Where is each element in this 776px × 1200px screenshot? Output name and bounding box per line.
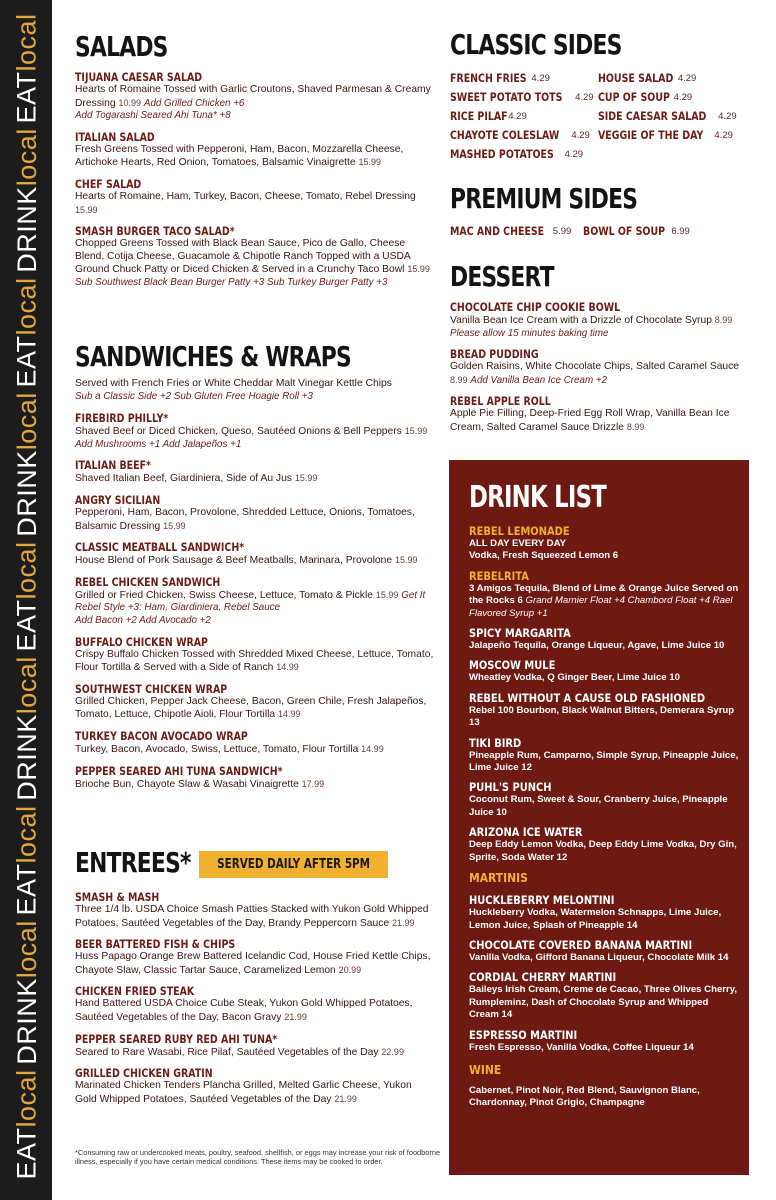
salad-desc [75, 144, 435, 170]
entree-desc-text: Huss Papago Orange Brew Battered Icelandic Cod, House Fried Kettle Chips, Chayote Slaw, Classic Tartar Sauce, Caramelized Lemon [75, 951, 431, 976]
dessert-price: 8.99 [450, 374, 468, 385]
drink-desc-text: Deep Eddy Lemon Vodka, Deep Eddy Lime Vodka, Dry Gin, Sprite, Soda Water [469, 839, 737, 863]
salad-price: 15.99 [75, 204, 98, 215]
sandwich-desc [75, 743, 435, 757]
entree-desc-text: Hand Battered USDA Choice Cube Steak, Yukon Gold Whipped Potatoes, Sautéed Vegetables of the Day, Bacon Gravy [75, 998, 413, 1023]
classic-side-item [450, 108, 598, 124]
drink-price: 10 [493, 806, 507, 818]
sidebar-local: local [11, 655, 42, 714]
salad-desc [75, 84, 435, 123]
premium-side-name: MAC AND CHEESE [450, 224, 545, 238]
dessert-name: CHOCOLATE CHIP COOKIE BOWL [450, 300, 621, 314]
salad-item [75, 224, 435, 289]
sidebar-slogan [4, 520, 50, 672]
drink-desc-text: Coconut Rum, Sweet & Sour, Cranberry Juice, Pineapple Juice [469, 794, 728, 818]
sandwich-desc [75, 649, 435, 675]
martini-price: 14 [680, 1041, 694, 1053]
drink-desc [469, 750, 739, 775]
dessert-list [450, 300, 742, 435]
martini-price: 14 [624, 919, 638, 931]
sandwich-desc [75, 425, 435, 451]
entree-name: SMASH & MASH [75, 890, 160, 904]
salad-item [75, 177, 435, 217]
classic-side-name: HOUSE SALAD [598, 71, 674, 85]
drink-price: 10 [666, 672, 680, 684]
salad-name: CHEF SALAD [75, 176, 142, 191]
sandwich-name: REBEL CHICKEN SANDWICH [75, 574, 221, 589]
sandwich-note: Add Bacon +2 Add Avocado +2 [75, 614, 211, 626]
salad-name: TIJUANA CAESAR SALAD [75, 70, 203, 84]
sandwiches-heading: SANDWICHES & WRAPS [75, 340, 351, 373]
sidebar-slogan-text [12, 541, 43, 651]
sandwiches-section [75, 340, 435, 798]
sandwich-desc-text: Shaved Italian Beef, Giardiniera, Side of Au Jus [75, 473, 295, 485]
drink-price: 10 [711, 640, 725, 652]
classic-sides-heading: CLASSIC SIDES [450, 28, 622, 61]
classic-side-price: 4.29 [564, 148, 584, 160]
sandwich-price: 15.99 [404, 426, 428, 437]
sandwich-desc-text: Brioche Bun, Chayote Slaw & Wasabi Vinaigrette [75, 778, 302, 790]
sidebar-word: EAT [11, 335, 42, 388]
sidebar-slogan [4, 0, 50, 144]
drink-item [469, 780, 739, 819]
sandwich-desc-text: Grilled Chicken, Pepper Jack Cheese, Bacon, Green Chile, Fresh Jalapeños, Tomato, Lettuce, Chipotle Aioli, Flour Tortilla [75, 695, 427, 721]
salads-list [75, 70, 435, 290]
sandwich-item [75, 635, 435, 675]
salads-heading: SALADS [75, 30, 168, 63]
salad-desc-text: Fresh Greens Tossed with Pepperoni, Ham, Bacon, Mozzarella Cheese, Artichoke Hearts, Red Onion, Tomatoes, Balsamic Vinaigrette [75, 143, 404, 169]
entree-desc [75, 998, 435, 1024]
entree-item [75, 937, 435, 977]
entree-desc-text: Marinated Chicken Tenders Plancha Grilled, Melted Garlic Cheese, Yukon Gold Whipped Potatoes, Sautéed Vegetables of the Day [75, 1080, 412, 1105]
dessert-item [450, 300, 742, 340]
sandwich-desc-text: Pepperoni, Ham, Bacon, Provolone, Shredded Lettuce, Onions, Tomatoes, Balsamic Dressing [75, 506, 415, 532]
drink-name: ARIZONA ICE WATER [469, 825, 583, 840]
sidebar-slogan-text [12, 128, 43, 273]
martini-desc-text: Baileys Irish Cream, Creme de Cacao, Three Olives Cherry, Rumpleminz, Dash of Chocolate Syrup and Whipped Cream [469, 984, 738, 1021]
sidebar-slogan-text [12, 920, 43, 1065]
entrees-heading: ENTREES* [75, 846, 191, 879]
salad-desc [75, 191, 435, 217]
martini-name: CORDIAL CHERRY MARTINI [469, 970, 617, 985]
drink-item [469, 691, 739, 730]
martini-desc [469, 984, 739, 1021]
sandwich-name: SOUTHWEST CHICKEN WRAP [75, 681, 228, 696]
sidebar-local: local [11, 276, 42, 336]
sidebar-local: local [11, 804, 42, 864]
sidebar-local: local [11, 12, 42, 72]
sidebar-word: EAT [11, 863, 42, 916]
drink-desc [469, 640, 739, 652]
dessert-name: BREAD PUDDING [450, 347, 539, 362]
martini-desc-text: Vanilla Vodka, Gifford Banana Liqueur, Chocolate Milk [469, 951, 716, 963]
drink-price: 12 [553, 851, 568, 863]
sandwich-price: 14.99 [278, 709, 301, 720]
drink-desc-text: Pineapple Rum, Camparno, Simple Syrup, Pineapple Juice, Lime Juice [469, 749, 739, 774]
entrees-list [75, 890, 435, 1106]
drink-name: SPICY MARGARITA [469, 626, 571, 641]
drink-name: TIKI BIRD [469, 735, 522, 750]
entree-desc [75, 904, 435, 930]
classic-side-name: CUP OF SOUP [598, 90, 670, 104]
dessert-desc [450, 314, 742, 340]
sidebar-slogan-text [12, 13, 43, 123]
drink-list-panel [449, 460, 749, 1175]
martini-price: 14 [498, 1009, 513, 1021]
sandwich-price: 14.99 [361, 743, 384, 754]
drink-item [469, 524, 739, 563]
sidebar-slogan [4, 784, 50, 936]
classic-side-name: VEGGIE OF THE DAY [598, 128, 704, 142]
sandwich-item [75, 458, 435, 486]
premium-sides-list [450, 223, 750, 239]
raw-food-disclaimer: *Consuming raw or undercooked meats, poultry, seafood, shellfish, or eggs may increase your risk of foodborne illness, especially if you have certain medical conditions. These items may be cooked to order. [75, 1148, 441, 1167]
left-column [75, 30, 435, 297]
classic-side-name: FRENCH FRIES [450, 71, 527, 85]
salad-desc-text: Chopped Greens Tossed with Black Bean Sauce, Pico de Gallo, Cheese Blend, Cotija Cheese, Guacamole & Chipotle Ranch Topped with a USDA Ground Chuck Patty or Diced Chicken & Served in a Crunchy Taco Bowl [75, 238, 411, 276]
drink-item [469, 626, 739, 652]
sandwich-note: Add Mushrooms +1 Add Jalapeños +1 [75, 438, 242, 450]
premium-side-item [450, 223, 571, 239]
dessert-price: 8.99 [714, 315, 733, 325]
entree-price: 21.99 [284, 1011, 307, 1022]
martini-name: HUCKLEBERRY MELONTINI [469, 893, 615, 908]
entree-item [75, 1032, 435, 1060]
sandwich-item [75, 764, 435, 792]
sidebar-slogan [4, 124, 50, 276]
sandwich-name: PEPPER SEARED AHI TUNA SANDWICH* [75, 763, 283, 778]
drink-desc [469, 583, 739, 620]
martini-item [469, 938, 739, 964]
dessert-section [450, 260, 742, 442]
drink-desc-text: Jalapeño Tequila, Orange Liqueur, Agave, Lime Juice [469, 640, 712, 652]
sandwich-desc [75, 696, 435, 722]
drink-list-inner [449, 460, 739, 1110]
sidebar-slogan-text [12, 656, 43, 801]
entree-name: BEER BATTERED FISH & CHIPS [75, 937, 236, 952]
entree-desc [75, 1080, 435, 1106]
classic-side-price: 4.29 [508, 110, 527, 122]
drink-item [469, 569, 739, 620]
sidebar-word: DRINK [11, 977, 42, 1065]
entree-item [75, 890, 435, 930]
entree-desc-text: Three 1/4 lb. USDA Choice Smash Patties Stacked with Yukon Gold Whipped Potatoes, Sautéed Vegetables of the Day, Brandy Peppercorn Sauce [75, 904, 429, 929]
sidebar-word: DRINK [11, 713, 42, 801]
classic-side-item [598, 127, 748, 143]
classic-side-price: 4.29 [575, 91, 594, 103]
sandwich-price: 15.99 [294, 473, 318, 484]
dessert-desc-text: Golden Raisins, White Chocolate Chips, Salted Caramel Sauce [450, 361, 740, 373]
classic-side-price: 4.29 [531, 72, 550, 84]
classic-side-name: SIDE CAESAR SALAD [598, 109, 707, 123]
classic-sides-section [450, 28, 750, 162]
premium-side-name: BOWL OF SOUP [583, 224, 666, 238]
dessert-note: Please allow 15 minutes baking time [450, 327, 609, 339]
drink-desc-text: Vodka, Fresh Squeezed Lemon [469, 550, 611, 562]
sidebar-local: local [11, 540, 42, 600]
dessert-desc-text: Vanilla Bean Ice Cream with a Drizzle of Chocolate Syrup [450, 315, 715, 326]
drink-item [469, 658, 739, 684]
dessert-item [450, 394, 742, 434]
salad-name: ITALIAN SALAD [75, 129, 155, 144]
premium-side-item [583, 223, 690, 239]
classic-side-item [598, 89, 748, 105]
sandwich-desc-text: Shaved Beef or Diced Chicken, Queso, Sautéed Onions & Bell Peppers [75, 426, 405, 438]
sandwich-desc [75, 554, 435, 568]
sidebar-slogan [4, 916, 50, 1068]
salad-desc-text: Hearts of Romaine, Ham, Turkey, Bacon, Cheese, Tomato, Rebel Dressing [75, 190, 416, 202]
dessert-desc [450, 361, 742, 387]
dessert-desc-text: Apple Pie Filling, Deep-Fried Egg Roll Wrap, Vanilla Bean Ice Cream, Salted Caramel Sauce Drizzle [450, 408, 730, 433]
drink-name: REBELRITA [469, 568, 529, 583]
drink-desc-text: ALL DAY EVERY DAY [469, 538, 567, 549]
salad-desc [75, 238, 435, 289]
entree-name: CHICKEN FRIED STEAK [75, 984, 195, 999]
martini-desc [469, 952, 739, 964]
dessert-item [450, 347, 742, 387]
classic-side-price: 4.29 [571, 129, 590, 141]
dessert-note: Add Vanilla Bean Ice Cream +2 [470, 374, 608, 386]
sandwich-name: CLASSIC MEATBALL SANDWICH* [75, 540, 245, 555]
sandwiches-intro [75, 378, 435, 403]
classic-side-item [450, 127, 598, 143]
sandwich-price: 14.99 [276, 662, 299, 673]
classic-side-name: MASHED POTATOES [450, 147, 554, 161]
sandwich-note: Get It Rebel Style +3: Ham, Giardiniera, Rebel Sauce [75, 589, 426, 614]
classic-side-item [450, 70, 598, 86]
sandwich-name: FIREBIRD PHILLY* [75, 411, 169, 426]
served-daily-badge [199, 851, 388, 878]
sidebar-slogan [4, 388, 50, 540]
martini-item [469, 970, 739, 1021]
entree-name: PEPPER SEARED RUBY RED AHI TUNA* [75, 1031, 278, 1046]
drink-desc [469, 839, 739, 864]
martini-name: CHOCOLATE COVERED BANANA MARTINI [469, 937, 693, 952]
salad-price: 10.99 [118, 97, 142, 108]
classic-sides-list [450, 70, 750, 162]
sidebar-word: EAT [11, 599, 42, 652]
sandwich-name: TURKEY BACON AVOCADO WRAP [75, 728, 248, 743]
entrees-heading-wrap [75, 846, 195, 880]
sandwich-desc [75, 589, 435, 628]
sandwich-name: ITALIAN BEEF* [75, 458, 151, 473]
sidebar-local: local [11, 127, 42, 186]
drink-name: MOSCOW MULE [469, 658, 556, 673]
dessert-heading: DESSERT [450, 260, 554, 293]
entree-price: 21.99 [391, 917, 415, 928]
sandwich-item [75, 411, 435, 451]
sandwich-desc-text: House Blend of Pork Sausage & Beef Meatballs, Marinara, Provolone [75, 555, 395, 567]
entree-item [75, 1066, 435, 1106]
martini-item [469, 893, 739, 932]
sandwiches-list [75, 411, 435, 791]
sidebar-word: EAT [11, 1127, 42, 1180]
drink-desc-text: Rebel 100 Bourbon, Black Walnut Bitters, Demerara Syrup [469, 704, 735, 716]
martini-desc [469, 1042, 739, 1054]
sandwich-desc [75, 472, 435, 486]
martini-name: ESPRESSO MARTINI [469, 1027, 578, 1042]
sandwich-item [75, 575, 435, 628]
dessert-price: 8.99 [626, 421, 645, 432]
classic-side-item [450, 89, 598, 105]
sandwiches-intro-note: Sub a Classic Side +2 Sub Gluten Free Hoagie Roll +3 [75, 390, 313, 402]
premium-sides-heading: PREMIUM SIDES [450, 182, 638, 215]
salad-note: Add Togarashi Seared Ahi Tuna* +8 [75, 110, 231, 122]
classic-side-item [598, 108, 748, 124]
dessert-desc [450, 408, 742, 434]
martinis-heading: MARTINIS [469, 870, 528, 886]
served-daily-badge-text: SERVED DAILY AFTER 5PM [217, 857, 370, 872]
sandwich-desc-text: Turkey, Bacon, Avocado, Swiss, Lettuce, Tomato, Flour Tortilla [75, 743, 362, 755]
sandwich-desc-text: Grilled or Fried Chicken, Swiss Cheese, Lettuce, Tomato & Pickle [75, 589, 376, 601]
martini-desc [469, 907, 739, 932]
dessert-name: REBEL APPLE ROLL [450, 394, 551, 409]
entree-price: 22.99 [381, 1046, 404, 1057]
sandwich-price: 17.99 [301, 778, 325, 789]
wine-heading: WINE [469, 1061, 502, 1077]
sandwich-desc-text: Crispy Buffalo Chicken Tossed with Shredded Mixed Cheese, Lettuce, Tomato, Flour Tortilla & Served with a Side of Ranch [75, 648, 434, 674]
salad-name: SMASH BURGER TACO SALAD* [75, 224, 235, 239]
classic-side-item [598, 70, 748, 86]
sidebar-local: local [11, 919, 42, 978]
drink-price: 6 [610, 550, 619, 562]
drink-desc [469, 794, 739, 819]
drink-desc-text: 3 Amigos Tequila, Blend of Lime & Orange Juice Served on the Rocks [469, 582, 739, 607]
drink-price: 12 [518, 762, 532, 774]
martini-desc-text: Fresh Espresso, Vanilla Vodka, Coffee Liqueur [469, 1041, 681, 1053]
eat-drink-local-sidebar [0, 0, 52, 1200]
entrees-section [75, 890, 435, 1113]
drink-desc-text: Wheatley Vodka, Q Ginger Beer, Lime Juice [469, 672, 667, 684]
sidebar-slogan-text [12, 392, 43, 537]
sidebar-slogan [4, 652, 50, 804]
drink-name: PUHL'S PUNCH [469, 780, 552, 795]
entree-desc [75, 951, 435, 977]
sidebar-local: local [11, 391, 42, 450]
wine-list: Cabernet, Pinot Noir, Red Blend, Sauvignon Blanc, Chardonnay, Pinot Grigio, Champagne [469, 1084, 700, 1109]
entree-desc-text: Seared to Rare Wasabi, Rice Pilaf, Sautéed Vegetables of the Day [75, 1046, 382, 1058]
sandwich-item [75, 493, 435, 533]
sandwich-desc [75, 778, 435, 792]
sidebar-slogan-text [12, 1069, 43, 1179]
sandwich-name: ANGRY SICILIAN [75, 492, 161, 507]
salad-desc-text: Hearts of Romaine Tossed with Garlic Croutons, Shaved Parmesan & Creamy Dressing [75, 84, 431, 109]
drink-desc [469, 705, 739, 730]
drink-item [469, 825, 739, 864]
classic-side-price: 4.29 [673, 91, 693, 103]
entree-price: 21.99 [334, 1093, 357, 1104]
drink-name: REBEL LEMONADE [469, 524, 570, 538]
classic-side-name: RICE PILAF [450, 109, 508, 123]
salad-item [75, 70, 435, 123]
salad-note: Sub Southwest Black Bean Burger Patty +3 Sub Turkey Burger Patty +3 [75, 276, 388, 288]
drink-items [469, 524, 739, 864]
sidebar-local: local [11, 1068, 42, 1128]
sidebar-word: EAT [11, 71, 42, 124]
salad-price: 15.99 [358, 157, 382, 168]
martini-price: 14 [715, 951, 729, 963]
drink-note: Grand Marnier Float +4 Chambord Float +4 Rael Flavored Syrup +1 [469, 595, 733, 619]
drink-list-heading: DRINK LIST [469, 480, 607, 515]
sidebar-slogan [4, 256, 50, 408]
drink-price: 6 [514, 595, 523, 607]
salad-price: 15.99 [407, 264, 430, 275]
classic-side-item [450, 146, 598, 162]
premium-side-price: 6.99 [671, 225, 690, 237]
sidebar-slogan [4, 1048, 50, 1200]
drink-item [469, 736, 739, 775]
drink-desc [469, 538, 739, 563]
sandwich-item [75, 540, 435, 568]
classic-side-name: SWEET POTATO TOTS [450, 90, 563, 104]
sandwiches-intro-text: Served with French Fries or White Cheddar Malt Vinegar Kettle Chips [75, 378, 392, 389]
premium-sides-section [450, 182, 750, 239]
entree-name: GRILLED CHICKEN GRATIN [75, 1066, 213, 1081]
sandwich-name: BUFFALO CHICKEN WRAP [75, 634, 208, 649]
entree-item [75, 984, 435, 1024]
sidebar-word: DRINK [11, 449, 42, 537]
sandwich-price: 15.99 [163, 520, 186, 531]
martini-desc-text: Huckleberry Vodka, Watermelon Schnapps, Lime Juice, Lemon Juice, Splash of Pineapple [469, 907, 722, 931]
classic-side-price: 4.29 [677, 72, 697, 84]
salad-note: Add Grilled Chicken +6 [143, 97, 245, 109]
classic-side-name: CHAYOTE COLESLAW [450, 128, 560, 142]
martini-item [469, 1028, 739, 1054]
drink-price: 13 [469, 717, 480, 729]
premium-side-price: 5.99 [552, 225, 572, 237]
sandwich-item [75, 729, 435, 757]
sandwich-price: 15.99 [394, 555, 418, 566]
drink-desc [469, 672, 739, 684]
sidebar-slogan-text [12, 805, 43, 915]
sidebar-word: DRINK [11, 185, 42, 273]
salad-item [75, 130, 435, 170]
sidebar-slogan-text [12, 277, 43, 387]
entree-price: 20.99 [338, 964, 362, 975]
sandwich-desc [75, 507, 435, 533]
entree-desc [75, 1046, 435, 1060]
sandwich-price: 15.99 [375, 589, 399, 600]
classic-side-price: 4.29 [718, 110, 737, 122]
sandwich-item [75, 682, 435, 722]
classic-side-price: 4.29 [714, 129, 733, 141]
drink-name: REBEL WITHOUT A CAUSE OLD FASHIONED [469, 690, 706, 705]
martini-items [469, 893, 739, 1054]
